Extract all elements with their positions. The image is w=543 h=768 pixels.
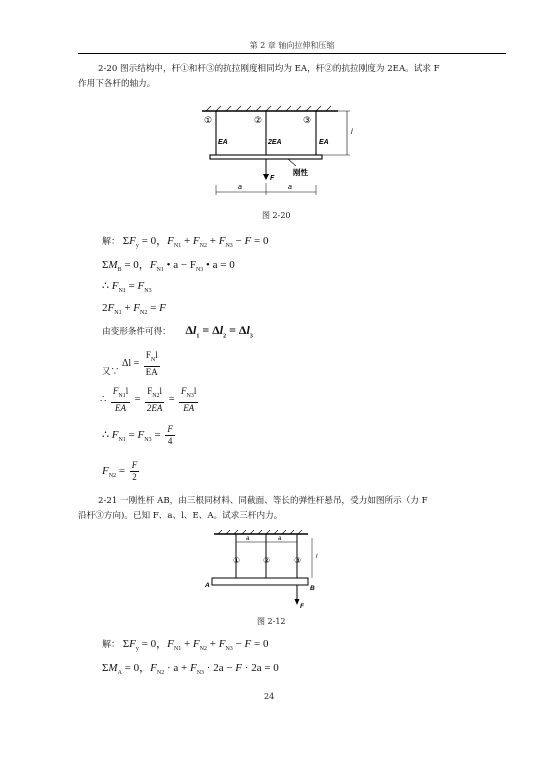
force-label: F — [270, 175, 275, 182]
force-arrow-head — [263, 174, 269, 180]
rigid-pointer — [288, 159, 296, 166]
figure-2-12-caption: 图 2-12 — [257, 617, 286, 626]
rod-label-1: ① — [204, 115, 213, 125]
statement-line-1: 2-20 图示结构中，杆①和杆③的抗拉刚度相同均为 EA，杆②的抗拉刚度为 2EA。试求 F — [98, 64, 440, 74]
problem-2-20-statement — [98, 62, 518, 77]
statement-2-21-line-2: 沿杆③方向)。已知 F、a、l、E、A。试求三杆内力。 — [78, 511, 283, 521]
length-label: l — [351, 129, 353, 136]
dim-a-right: a — [288, 184, 292, 191]
ratio-equation: ∴ $\frac{F_{N1}l}{EA}$ = $\frac{F_{N2}l}{2EA}$ = $\frac{F_{N3}l}{EA}$ — [100, 386, 197, 413]
force-arrow-head — [295, 599, 300, 605]
problem-2-20-statement-cont — [78, 77, 508, 92]
running-header: 第 2 章 轴向拉伸和压缩 — [249, 41, 335, 50]
top-dim-a-right: a — [278, 536, 282, 542]
solution-2-20-eq1: 解： $\Sigma F_y = 0$，$F_{N1} + F_{N2} + F_{N3} - F = 0$ — [102, 235, 269, 250]
again-text: 又∵ — [102, 367, 120, 378]
rod-label-3: ③ — [303, 115, 312, 125]
rod-label-2: ② — [254, 115, 263, 125]
problem-2-21-statement — [98, 494, 518, 509]
figure-2-20 — [180, 103, 370, 205]
solution-2-20-eq2: $\Sigma M_B = 0$，$F_{N1}$ • $a - F_{N3}$ • a = 0 — [102, 259, 235, 274]
rod-label-3: ③ — [294, 556, 302, 565]
solution-2-21-eq1: 解： $\Sigma F_y = 0$，$F_{N1} + F_{N2} + F_{N3} - F = 0$ — [102, 638, 269, 653]
solution-2-20-eq4: $2F_{N1} + F_{N2} = F$ — [102, 302, 166, 317]
solution-2-20-eq3: ∴ $F_{N1} = F_{N3}$ — [102, 280, 152, 295]
ea-label-middle: 2EA — [268, 139, 282, 146]
point-a-label: A — [205, 582, 210, 589]
force-label: F — [300, 603, 304, 610]
solution-2-21-eq2: $\Sigma M_A = 0$，$F_{N2} \cdot a + F_{N3} \cdot 2a - F \cdot 2a = 0$ — [102, 662, 279, 677]
dim-a-left: a — [238, 184, 242, 191]
hooke-law — [102, 350, 162, 378]
rigid-bar-ab — [212, 578, 308, 585]
problem-2-21-statement-cont — [78, 509, 508, 524]
figure-2-20-caption: 图 2-20 — [262, 211, 291, 220]
rod-label-2: ② — [263, 556, 271, 565]
solve-prefix-2: 解： — [102, 640, 121, 650]
figure-2-12 — [200, 530, 340, 612]
result-fn1-fn3: ∴ $F_{N1} = F_{N3}$ = $\frac{F}{4}$ — [102, 424, 173, 446]
result-fn2: $F_{N2}$ = $\frac{F}{2}$ — [102, 460, 138, 482]
solve-prefix: 解： — [102, 237, 121, 247]
page-number: 24 — [264, 692, 275, 701]
ea-label-right: EA — [319, 139, 329, 146]
deformation-equation: $\Delta l_1 = \Delta l_2 = \Delta l_3$ — [185, 323, 253, 340]
length-label: l — [316, 554, 318, 560]
deformation-text: 由变形条件可得： — [102, 327, 171, 337]
header-rule — [78, 53, 506, 54]
rod-label-1: ① — [233, 556, 241, 565]
top-dim-a-left: a — [246, 536, 250, 542]
point-b-label: B — [310, 585, 315, 592]
statement-2-21-line-1: 2-21 一刚性杆 AB，由三根同材料、同截面、等长的弹性杆悬吊，受力如图所示（力 F — [98, 496, 428, 506]
ea-label-left: EA — [218, 139, 228, 146]
rigid-bar — [210, 155, 322, 159]
statement-line-2: 作用下各杆的轴力。 — [78, 79, 156, 89]
rigid-label: 刚性 — [293, 168, 308, 177]
hooke-equation: Δl = $\frac{F_Nl}{EA}$ — [121, 350, 158, 377]
deformation-condition — [102, 323, 253, 344]
